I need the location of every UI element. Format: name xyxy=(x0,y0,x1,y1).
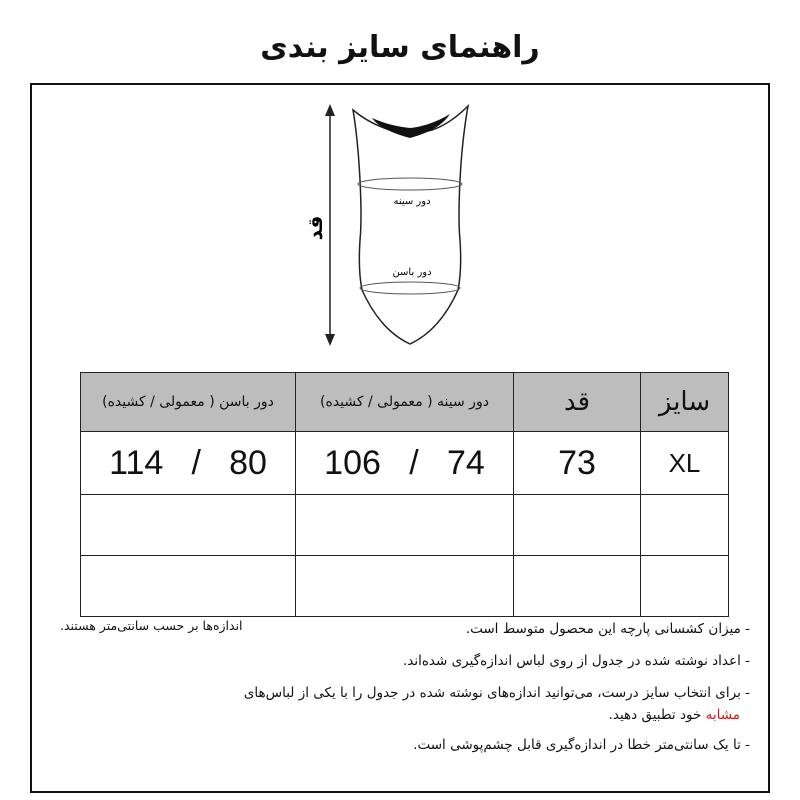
bodysuit-outline xyxy=(353,106,468,344)
size-table xyxy=(80,372,729,617)
note-highlight: مشابه xyxy=(705,707,740,723)
header-size: سایز xyxy=(641,373,729,432)
table-row-empty xyxy=(81,556,729,617)
bodysuit-figure xyxy=(290,100,490,350)
chest-separator: / xyxy=(409,443,419,482)
chest-label: دور سینه xyxy=(393,196,431,207)
note-item: - اعداد نوشته شده در جدول از روی لباس اندازه‌گیری شده‌اند. xyxy=(402,653,750,669)
hip-label: دور باسن xyxy=(392,267,432,278)
chest-normal-value: 74 xyxy=(447,443,485,482)
cell-size: XL xyxy=(641,432,729,495)
hip-normal-value: 80 xyxy=(229,443,267,482)
note-text: خود تطبیق دهید. xyxy=(608,707,702,723)
note-item: - میزان کشسانی پارچه این محصول متوسط است. xyxy=(465,621,750,637)
cell-chest xyxy=(296,432,514,495)
unit-note: اندازه‌ها بر حسب سانتی‌متر هستند. xyxy=(60,618,243,633)
hip-stretched-value: 114 xyxy=(109,443,164,482)
chest-stretched-value: 106 xyxy=(324,443,381,482)
cell-hip xyxy=(81,432,296,495)
hip-separator: / xyxy=(191,443,201,482)
page-title: راهنمای سایز بندی xyxy=(260,30,540,65)
header-chest: دور سینه ( معمولی / کشیده) xyxy=(296,373,514,432)
header-hip: دور باسن ( معمولی / کشیده) xyxy=(81,373,296,432)
arrow-head-bottom xyxy=(325,334,335,346)
note-item-cont xyxy=(60,704,750,726)
cell-height: 73 xyxy=(514,432,641,495)
table-row xyxy=(81,432,729,495)
table-header-row xyxy=(81,373,729,432)
table-row-empty xyxy=(81,495,729,556)
note-item: - برای انتخاب سایز درست، می‌توانید اندازه‌های نوشته شده در جدول را با یکی از لباس‌های xyxy=(243,685,750,701)
notes-list xyxy=(60,618,750,756)
length-label: قد xyxy=(303,215,327,241)
header-height: قد xyxy=(514,373,641,432)
arrow-head-top xyxy=(325,104,335,116)
note-item: - تا یک سانتی‌متر خطا در اندازه‌گیری قابل چشم‌پوشی است. xyxy=(413,737,750,753)
